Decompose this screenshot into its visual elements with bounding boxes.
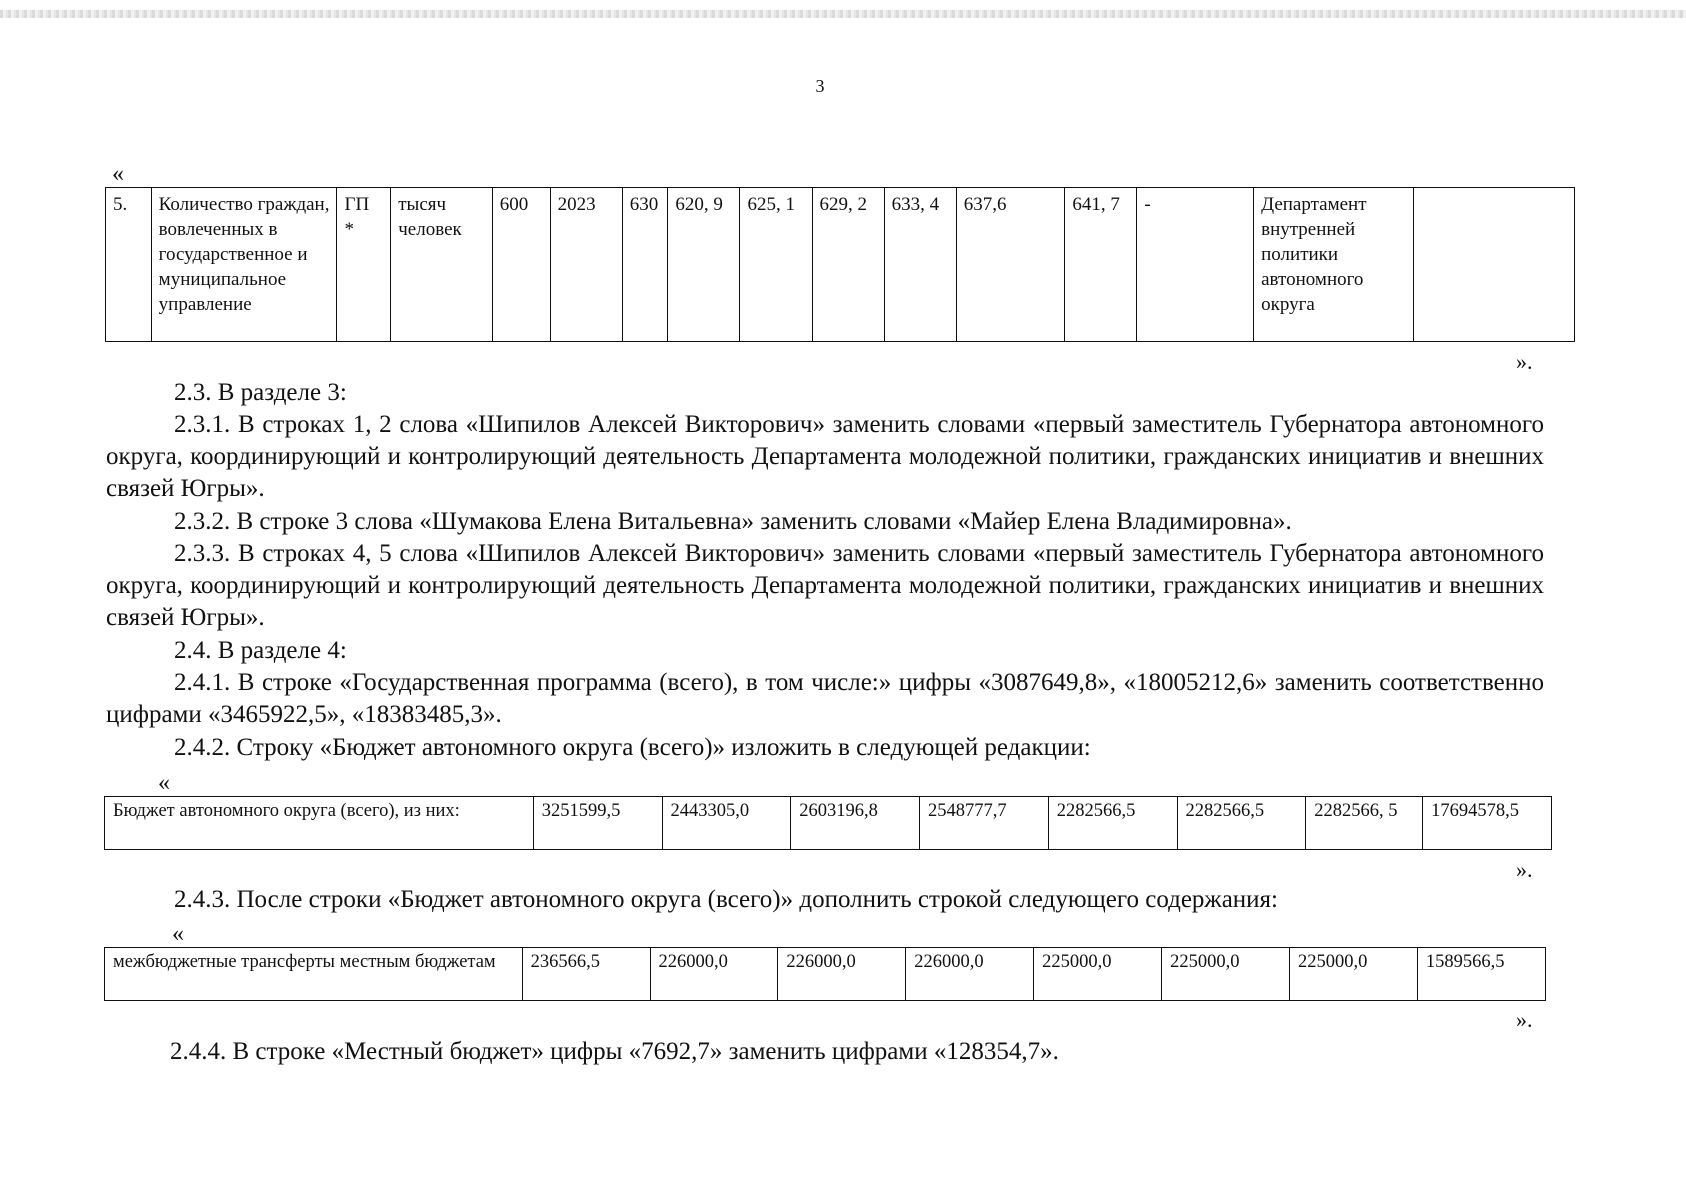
paragraph-2-4-1: 2.4.1. В строке «Государственная программа (всего), в том числе:» цифры «3087649,8», «18005212,6» заменить соответственно цифрами «3465922,5», «18383485,3». bbox=[106, 669, 1544, 728]
paragraph-2-4-4: 2.4.4. В строке «Местный бюджет» цифры «7692,7» заменить цифрами «128354,7». bbox=[170, 1038, 1059, 1065]
table-row bbox=[105, 948, 1546, 1001]
table-cell: 2023 bbox=[550, 188, 622, 342]
table-cell: тысяч человек bbox=[391, 188, 493, 342]
closing-quote: ». bbox=[1516, 857, 1533, 882]
table-cell: 225000,0 bbox=[1289, 948, 1417, 1001]
scan-artifact bbox=[0, 10, 1686, 18]
table-cell: 630 bbox=[622, 188, 668, 342]
paragraph-2-4: 2.4. В разделе 4: bbox=[174, 637, 347, 664]
paragraph-2-3: 2.3. В разделе 3: bbox=[174, 379, 347, 406]
table-cell: 2548777,7 bbox=[920, 797, 1049, 850]
table-cell: 2282566,5 bbox=[1177, 797, 1306, 850]
closing-quote: ». bbox=[1516, 1007, 1533, 1032]
table-cell: межбюджетные трансферты местным бюджетам bbox=[105, 948, 523, 1001]
table-cell: 3251599,5 bbox=[533, 797, 662, 850]
table-cell: 625, 1 bbox=[740, 188, 812, 342]
table-cell: 633, 4 bbox=[884, 188, 956, 342]
table-cell: 225000,0 bbox=[1034, 948, 1162, 1001]
table-cell: 17694578,5 bbox=[1423, 797, 1552, 850]
table-cell: ГП * bbox=[337, 188, 391, 342]
opening-quote: « bbox=[112, 161, 124, 187]
paragraph-2-3-3: 2.3.3. В строках 4, 5 слова «Шипилов Алексей Викторович» заменить словами «первый заместитель Губернатора автономного округа, координирующий и контролирующий деятельность Департамента молодежной политики, гражданских инициатив и внешних связей Югры». bbox=[106, 540, 1544, 631]
budget-table bbox=[104, 796, 1552, 850]
table-cell: 236566,5 bbox=[522, 948, 650, 1001]
table-cell: 226000,0 bbox=[906, 948, 1034, 1001]
table-cell: 600 bbox=[492, 188, 550, 342]
table-cell: Количество граждан, вовлеченных в государственное и муниципальное управление bbox=[151, 188, 337, 342]
table-cell: 2282566,5 bbox=[1048, 797, 1177, 850]
page-number: 3 bbox=[815, 76, 825, 96]
table-row bbox=[106, 188, 1575, 342]
indicator-table bbox=[105, 187, 1575, 342]
table-cell: - bbox=[1137, 188, 1254, 342]
table-cell: 2282566, 5 bbox=[1306, 797, 1423, 850]
table-row bbox=[105, 797, 1552, 850]
table-cell: 226000,0 bbox=[778, 948, 906, 1001]
table-cell: 637,6 bbox=[956, 188, 1065, 342]
paragraph-2-4-2: 2.4.2. Строку «Бюджет автономного округа (всего)» изложить в следующей редакции: bbox=[174, 734, 1091, 761]
table-cell: 5. bbox=[106, 188, 152, 342]
closing-quote: ». bbox=[1516, 349, 1533, 374]
table-cell: Бюджет автономного округа (всего), из них: bbox=[105, 797, 534, 850]
table-cell: 226000,0 bbox=[650, 948, 778, 1001]
table-cell bbox=[1413, 188, 1575, 342]
paragraph-2-3-2: 2.3.2. В строке 3 слова «Шумакова Елена Витальевна» заменить словами «Майер Елена Владимировна». bbox=[174, 508, 1292, 535]
paragraph-2-4-3: 2.4.3. После строки «Бюджет автономного округа (всего)» дополнить строкой следующего содержания: bbox=[174, 886, 1278, 913]
paragraph-2-3-1: 2.3.1. В строках 1, 2 слова «Шипилов Алексей Викторович» заменить словами «первый заместитель Губернатора автономного округа, координирующий и контролирующий деятельность Департамента молодежной политики, гражданских инициатив и внешних связей Югры». bbox=[106, 411, 1544, 502]
transfers-table bbox=[104, 947, 1546, 1001]
table-cell: 225000,0 bbox=[1162, 948, 1290, 1001]
opening-quote: « bbox=[172, 921, 184, 947]
table-cell: 629, 2 bbox=[812, 188, 884, 342]
table-cell: 641, 7 bbox=[1065, 188, 1137, 342]
table-cell: 620, 9 bbox=[668, 188, 740, 342]
opening-quote: « bbox=[158, 770, 170, 796]
table-cell: 2443305,0 bbox=[662, 797, 791, 850]
table-cell: 1589566,5 bbox=[1417, 948, 1545, 1001]
table-cell: 2603196,8 bbox=[791, 797, 920, 850]
table-cell: Департамент внутренней политики автономного округа bbox=[1254, 188, 1413, 342]
